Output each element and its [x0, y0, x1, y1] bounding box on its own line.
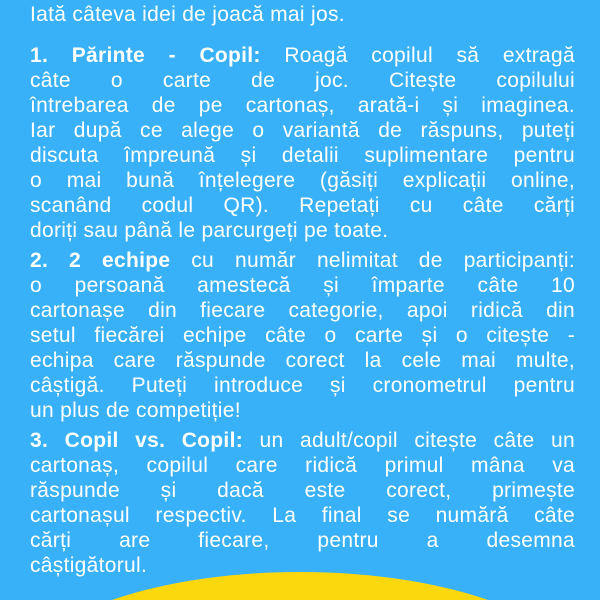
text-line: 2. 2 echipe cu număr nelimitat de participanți:: [30, 249, 575, 272]
paragraph-lead: 2. 2 echipe: [30, 249, 171, 272]
text-line: Iar după ce alege o variantă de răspuns, puteți: [30, 119, 575, 142]
text-line: 3. Copil vs. Copil: un adult/copil citește câte un: [30, 429, 575, 452]
text-line: răspunde și dacă este corect, primește: [30, 479, 575, 502]
text-line: doriți sau până le parcurgeți pe toate.: [30, 219, 389, 242]
game-idea-paragraph: [30, 43, 575, 243]
game-idea-paragraph: [30, 428, 575, 578]
text-line: câștigă. Puteți introduce și cronometrul pentru: [30, 374, 575, 397]
game-ideas-list: [30, 43, 575, 578]
text-line: cartonașe din fiecare categorie, apoi ridică din: [30, 299, 575, 322]
paragraph-lead: 1. Părinte - Copil:: [30, 44, 261, 67]
text-line: echipa care răspunde corect la cele mai multe,: [30, 349, 575, 372]
paragraph-lead: 3. Copil vs. Copil:: [30, 429, 243, 452]
text-line: un plus de competiție!: [30, 399, 241, 422]
game-idea-paragraph: [30, 248, 575, 423]
text-line: întrebarea de pe cartonaș, arată-i și imaginea.: [30, 94, 575, 117]
text-line: câte o carte de joc. Citește copilului: [30, 69, 575, 92]
text-line: setul fiecărei echipe câte o carte și o citește -: [30, 324, 575, 347]
text-line: 1. Părinte - Copil: Roagă copilul să extragă: [30, 44, 575, 67]
text-line: cărți are fiecare, pentru a desemna: [30, 529, 575, 552]
text-line: o persoană amestecă și împarte câte 10: [30, 274, 575, 297]
intro-paragraph: [30, 2, 575, 27]
text-line: câștigătorul.: [30, 554, 148, 577]
text-line: cartonaș, copilul care ridică primul mâna va: [30, 454, 575, 477]
text-line: cartonașul respectiv. La final se numără câte: [30, 504, 575, 527]
text-line: scanând codul QR). Repetați cu câte cărți: [30, 194, 575, 217]
text-line: discuta împreună și detalii suplimentare pentru: [30, 144, 575, 167]
text-line: o mai bună înțelegere (găsiți explicații online,: [30, 169, 575, 192]
text-line: Iată câteva idei de joacă mai jos.: [30, 3, 345, 26]
